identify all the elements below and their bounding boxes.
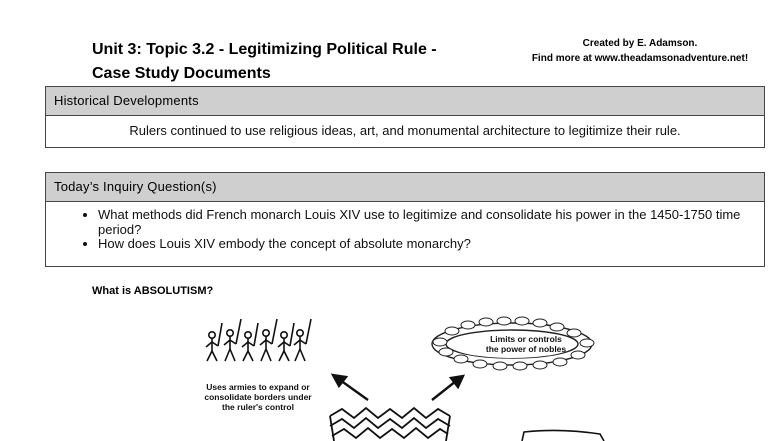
inquiry-question-2: • How does Louis XIV embody the concept of absolute monarchy? [98, 237, 764, 252]
armies-caption-line-2: consolidate borders under [204, 392, 312, 402]
scroll-illustration [522, 430, 604, 441]
credit-author: Created by E. Adamson. [582, 38, 698, 49]
historical-developments-text: Rulers continued to use religious ideas, art, and monumental architecture to legitimize their rule. [129, 123, 681, 138]
armies-caption-line-3: the ruler's control [222, 402, 294, 412]
title-line-2: Case Study Documents [92, 65, 271, 82]
arrow-to-armies [333, 375, 368, 400]
nobles-caption-line-1: Limits or controls [490, 334, 562, 344]
crown-illustration [330, 408, 450, 441]
credit-website: Find more at www.theadamsonadventure.net! [531, 53, 749, 64]
historical-developments-heading: Historical Developments [46, 87, 764, 116]
inquiry-questions-heading: Today’s Inquiry Question(s) [46, 173, 764, 202]
nobles-caption-line-2: the power of nobles [485, 344, 567, 354]
soldiers-illustration [206, 319, 311, 361]
inquiry-question-1: • What methods did French monarch Louis XIV use to legitimize and consolidate his power in the 1450-1750 time period? [98, 208, 764, 237]
armies-caption-line-1: Uses armies to expand or [206, 382, 310, 392]
arrow-to-nobles [432, 376, 463, 400]
title-line-1: Unit 3: Topic 3.2 - Legitimizing Political Rule - [92, 41, 437, 58]
absolutism-question: What is ABSOLUTISM? [92, 285, 214, 297]
